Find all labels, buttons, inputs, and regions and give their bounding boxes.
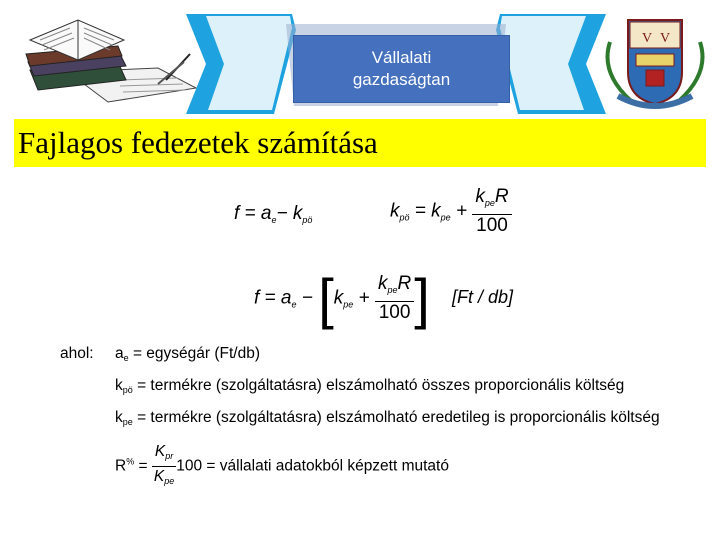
formula-f2-lhs: k xyxy=(390,200,400,222)
def-r-fraction xyxy=(152,442,176,491)
formula-f1-kpo-sub: pö xyxy=(302,215,313,225)
def-r-num: K xyxy=(154,443,166,460)
def-symbol-sub: pö xyxy=(122,385,133,395)
formula-f2-plus: + xyxy=(455,200,468,222)
definition-row-kpo xyxy=(115,376,624,400)
slide-title-bar xyxy=(14,119,706,167)
def-symbol: k xyxy=(115,409,123,426)
formula-f2-lhs-sub: pö xyxy=(399,212,410,223)
def-text: = termékre (szolgáltatásra) elszámolható eredetileg is proporcionális költség xyxy=(132,409,660,426)
slide-header xyxy=(0,0,720,118)
def-text: = egységár (Ft/db) xyxy=(128,345,261,362)
def-r-eq: = xyxy=(138,457,148,475)
formula-f2-fraction xyxy=(472,186,511,237)
formula-f3-minus: − xyxy=(301,287,313,309)
definitions-label: ahol: xyxy=(60,345,94,362)
formula-f2-num-sub: pe xyxy=(484,198,495,208)
formula-f2-num-r: R xyxy=(494,186,509,207)
course-title-line1: Vállalati xyxy=(371,48,432,67)
formula-proportional-cost xyxy=(390,186,512,237)
slide-title: Fajlagos fedezetek számítása xyxy=(18,125,378,160)
formula-f3-num-sub: pe xyxy=(387,285,398,295)
definition-row-ae xyxy=(115,344,260,368)
def-symbol: k xyxy=(115,377,123,394)
formula-f2-eq: = k xyxy=(414,200,441,222)
formula-f3-plus: + xyxy=(358,287,370,309)
def-symbol-sub: e xyxy=(123,353,129,363)
formula-f3-k: k xyxy=(333,287,344,309)
definition-row-r xyxy=(115,442,449,491)
formula-unit xyxy=(452,287,513,308)
formula-f1-minus: − k xyxy=(276,203,303,224)
formula-contribution xyxy=(234,203,312,225)
def-r-sup: % xyxy=(126,456,135,467)
university-crest-logo xyxy=(600,12,710,112)
crest-letter-left: V xyxy=(642,31,653,46)
books-illustration xyxy=(8,10,198,110)
bracket-left: [ xyxy=(318,267,334,330)
bracket-right: ] xyxy=(414,267,430,330)
formula-f3-fraction xyxy=(375,273,414,324)
def-symbol-sub: pe xyxy=(122,417,133,427)
def-r-text: 100 = vállalati adatokból képzett mutató xyxy=(176,457,449,475)
def-r-num-sub: pr xyxy=(165,451,174,461)
formula-unit-text: [Ft / db] xyxy=(452,287,514,307)
formula-f2-den: 100 xyxy=(476,215,508,236)
def-symbol: a xyxy=(115,345,124,362)
formula-f3-k-sub: pe xyxy=(343,299,354,310)
formula-f1-a-sub: e xyxy=(271,215,277,225)
course-title-box xyxy=(293,35,510,103)
def-r-den: K xyxy=(153,468,165,485)
def-r-den-sub: pe xyxy=(164,476,175,486)
crest-letter-right: V xyxy=(660,31,671,46)
formula-f3-den: 100 xyxy=(378,302,411,323)
formula-f1-lhs: f = a xyxy=(234,203,272,224)
def-r-symbol: R xyxy=(115,457,127,475)
definition-row-kpe xyxy=(115,408,660,432)
formula-f3-lhs: f = a xyxy=(254,287,292,309)
formula-f3-a-sub: e xyxy=(291,299,297,310)
formula-f2-kpe-sub: pe xyxy=(440,212,451,223)
formula-f3-num-r: R xyxy=(397,273,412,294)
course-title-line2: gazdaságtan xyxy=(352,70,451,89)
def-text: = termékre (szolgáltatásra) elszámolható összes proporcionális költség xyxy=(132,377,625,394)
formula-f2-num: k xyxy=(475,186,485,207)
formula-contribution-expanded xyxy=(254,266,430,331)
formula-f3-num: k xyxy=(377,273,388,294)
